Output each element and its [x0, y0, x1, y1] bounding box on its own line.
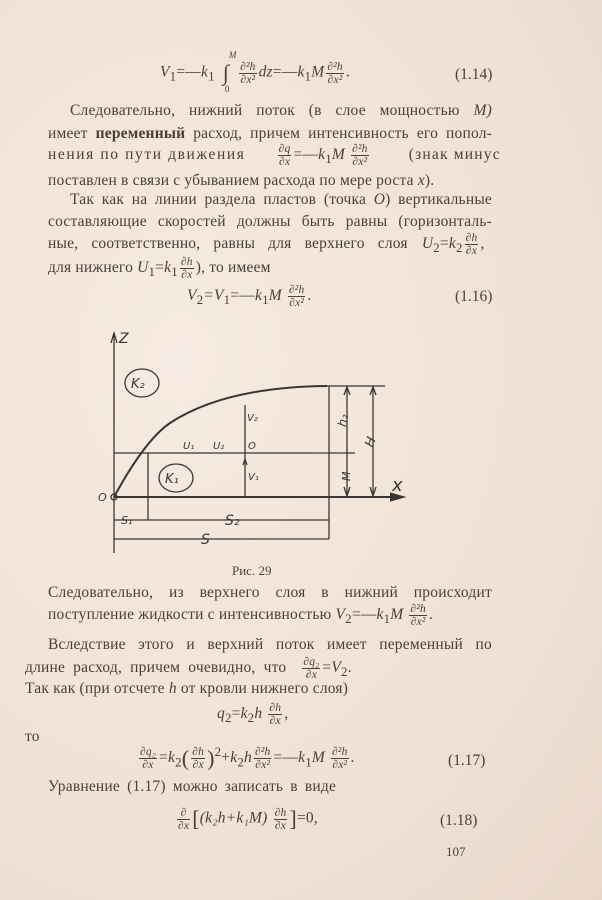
- point-o-label: O: [248, 441, 256, 452]
- eq-sub: 1: [262, 292, 269, 308]
- eq-var: k: [230, 749, 238, 767]
- eq-op: =: [231, 705, 241, 723]
- paragraph-line: [70, 102, 492, 120]
- equation-1-14: [160, 50, 350, 94]
- denominator: ∂x²: [289, 297, 305, 309]
- eq-sub: 2: [175, 754, 182, 770]
- eq-var: =V: [203, 287, 224, 305]
- eq-op: +: [221, 749, 231, 767]
- eq-op: =—: [272, 63, 298, 81]
- numerator: ∂²h: [288, 284, 305, 296]
- text: ).: [424, 172, 435, 189]
- fraction: [302, 656, 320, 681]
- eq-var: M: [268, 287, 282, 305]
- eq-op: =: [322, 659, 332, 677]
- eq-op: =—: [230, 287, 255, 305]
- z-axis-label: Z: [119, 331, 129, 347]
- fraction: [288, 284, 305, 309]
- text: поставлен в связи с убыванием расхода по мере роста: [48, 172, 414, 189]
- eq-var: k: [167, 749, 176, 767]
- paragraph-line: [48, 603, 433, 628]
- paragraph-line: [70, 191, 492, 209]
- integral-sign: ∫ M 0: [222, 50, 237, 94]
- text: нения по пути движения: [48, 146, 246, 164]
- paragraph-line: [48, 125, 492, 143]
- denominator: ∂x²: [352, 156, 368, 168]
- figure-29-diagram: [95, 325, 425, 555]
- equation-1-18: $\frac{\partial}{\partial x}$ [(k₂h+k₁M) $\frac{\partial h}{\partial x}$ ]=0,: [178, 806, 318, 832]
- denominator: ∂x: [465, 245, 478, 257]
- fraction: [351, 143, 368, 168]
- eq-op: .: [350, 749, 355, 767]
- text: ные, соответственно, равны для верхнего слоя: [48, 235, 408, 253]
- eq-sub: 1: [383, 611, 391, 627]
- M-label: M: [340, 471, 353, 481]
- v2-label: V₂: [247, 413, 258, 424]
- math-var: M): [473, 102, 492, 119]
- u2-label: U₂: [213, 441, 225, 452]
- fraction: [191, 746, 205, 771]
- eq-sub: 1: [304, 68, 312, 84]
- paragraph-line: [25, 656, 352, 681]
- eq-op: =: [159, 749, 168, 767]
- math-var: k: [318, 146, 326, 164]
- fraction: [139, 746, 157, 771]
- equation-1-16: [187, 284, 311, 309]
- eq-op: ,: [284, 705, 289, 723]
- numerator: ∂²h: [254, 746, 271, 759]
- text: ,: [480, 235, 485, 253]
- denominator: ∂x²: [410, 616, 426, 628]
- integral-upper: M: [228, 50, 237, 60]
- math-var: V: [331, 659, 342, 677]
- paragraph-line: [48, 584, 492, 602]
- eq-op: =—: [293, 146, 319, 164]
- denominator: ∂x: [181, 269, 193, 281]
- eq-op: =: [155, 259, 165, 277]
- paragraph-line: [48, 232, 498, 257]
- numerator: ∂: [177, 807, 190, 820]
- text: расход, причем интенсивность его попол-: [193, 125, 492, 142]
- text: составляющие скоростей должны быть равны (горизонталь-: [48, 213, 492, 230]
- numerator: ∂²h: [410, 603, 426, 615]
- fraction: [274, 807, 288, 832]
- numerator: ∂²h: [352, 143, 368, 155]
- eq-sub: 1: [223, 292, 231, 308]
- math-var: M: [331, 146, 346, 164]
- equation-number: (1.18): [440, 812, 478, 829]
- eq-sub: 2: [341, 664, 348, 680]
- eq-var: V: [160, 63, 170, 81]
- eq-var: h: [244, 749, 252, 767]
- eq-sub: 2: [196, 292, 204, 308]
- eq-sub: 1: [208, 68, 215, 84]
- eq-var: dz: [258, 63, 273, 81]
- text: ) вертикальные: [385, 191, 493, 208]
- paragraph-line: [48, 172, 434, 190]
- page-number: 107: [446, 844, 466, 859]
- eq-var: k: [200, 63, 209, 81]
- math-var: U: [421, 235, 434, 253]
- math-var: M: [390, 606, 404, 624]
- math-var: U: [137, 259, 149, 277]
- text: имеет: [48, 125, 88, 142]
- eq-var: k: [254, 287, 263, 305]
- eq-var: k: [240, 705, 248, 723]
- eq-op: .: [345, 63, 350, 81]
- figure-caption: Рис. 29: [232, 563, 272, 578]
- text: Вследствие этого и верхний поток имеет переменный по: [48, 636, 492, 653]
- text: Следовательно, нижний поток (в слое мощностью: [70, 102, 460, 119]
- numerator: ∂h: [269, 702, 282, 714]
- eq-expression: (k₂h+k₁M): [199, 809, 268, 827]
- fraction: [177, 807, 190, 832]
- v1-label: V₁: [248, 472, 259, 483]
- equation-1-17: $\frac{\text{∂q₂}}{\partial x}$ $=k_2$( $\frac{\partial h}{\partial x}$ )$^2+k_2h$ $\frac{\text{∂²h}}{\text{∂x²}}$ $=—k_1M$ $\frac{\text{∂²h}}{\text{∂x²}}$ .: [140, 744, 355, 772]
- fraction: [465, 232, 479, 257]
- eq-op: =—: [273, 749, 299, 767]
- numerator: ∂q₂: [140, 746, 157, 759]
- text: Так как (при отсчете: [25, 680, 165, 697]
- numerator: ∂h: [180, 256, 193, 268]
- k2-label: K₂: [131, 377, 145, 392]
- denominator: ∂x: [178, 819, 190, 832]
- numerator: ∂h: [274, 806, 287, 819]
- paragraph-line: [48, 143, 501, 168]
- eq-op: =: [439, 235, 449, 253]
- eq-sub: 2: [237, 754, 244, 770]
- x-axis-label: x: [392, 475, 403, 496]
- text: (знак минус: [408, 146, 501, 164]
- fraction: [409, 603, 426, 628]
- eq-var: M: [311, 749, 325, 767]
- numerator: ∂q₂: [303, 656, 320, 668]
- math-var: V: [335, 606, 346, 624]
- eq-op: =—: [351, 606, 377, 624]
- text: Следовательно, из верхнего слоя в нижний происходит: [48, 584, 492, 601]
- denominator: ∂x: [305, 669, 317, 681]
- fraction: [326, 61, 343, 86]
- fraction: [278, 143, 292, 168]
- numerator: ∂q: [278, 143, 291, 155]
- k1-label: K₁: [165, 472, 179, 487]
- s1-label: S₁: [121, 514, 133, 527]
- paragraph-line: Уравнение (1.17) можно записать в виде: [48, 778, 337, 795]
- denominator: ∂x²: [332, 759, 348, 772]
- paragraph-line: [48, 636, 492, 654]
- equation-q2: [217, 702, 288, 727]
- fraction: [239, 61, 256, 86]
- exponent: 2: [214, 744, 222, 759]
- text: для нижнего: [48, 259, 134, 277]
- eq-sub: 1: [325, 151, 332, 167]
- eq-var: M: [311, 63, 325, 81]
- denominator: ∂x: [269, 715, 281, 727]
- math-var: k: [164, 259, 172, 277]
- eq-sub: 2: [455, 240, 463, 256]
- paragraph-line: [25, 680, 348, 698]
- eq-sub: 2: [224, 710, 232, 726]
- text: .: [428, 606, 433, 624]
- math-var: O: [373, 191, 386, 208]
- denominator: ∂x²: [240, 73, 256, 86]
- equation-number: (1.17): [448, 752, 486, 769]
- numerator: ∂h: [465, 232, 478, 244]
- denominator: ∂x: [142, 759, 154, 772]
- denominator: ∂x²: [255, 759, 271, 772]
- eq-sub: 2: [345, 611, 352, 627]
- eq-op: =—: [176, 63, 201, 81]
- fraction: [254, 746, 271, 771]
- equation-number: (1.14): [455, 66, 493, 83]
- fraction: [180, 256, 194, 281]
- numerator: ∂²h: [327, 60, 343, 73]
- text: поступление жидкости с интенсивностью: [48, 606, 332, 624]
- numerator: ∂²h: [240, 60, 256, 73]
- fraction: [268, 702, 282, 727]
- text: ), то имеем: [195, 259, 271, 277]
- u1-label: U₁: [183, 441, 195, 452]
- s2-label: S₂: [225, 513, 240, 529]
- denominator: ∂x²: [327, 73, 343, 86]
- text: длине расход, причем очевидно, что: [25, 659, 287, 677]
- eq-sub: 1: [169, 68, 177, 84]
- text: .: [347, 659, 352, 677]
- denominator: ∂x: [274, 819, 287, 832]
- paragraph-line: то: [25, 728, 40, 745]
- eq-var: k: [298, 749, 306, 767]
- eq-sub: 1: [305, 754, 312, 770]
- H-label: H: [362, 435, 380, 450]
- flow-diagram: [95, 325, 425, 555]
- text: Так как на линии раздела пластов (точка: [70, 191, 367, 208]
- numerator: ∂h: [192, 746, 205, 759]
- origin-label: O: [98, 491, 107, 504]
- equation-number: (1.16): [455, 288, 493, 305]
- eq-sub: 2: [433, 240, 440, 256]
- eq-var: h: [254, 705, 263, 723]
- eq-var: V: [187, 287, 197, 305]
- eq-sub: 1: [148, 264, 156, 280]
- s-label: S: [201, 532, 210, 548]
- bold-term: переменный: [95, 125, 186, 142]
- denominator: ∂x: [192, 759, 204, 772]
- math-var: k: [376, 606, 384, 624]
- integral-lower: 0: [224, 84, 230, 94]
- paragraph-line: [48, 256, 271, 281]
- numerator: ∂²h: [332, 746, 348, 759]
- eq-var: k: [297, 63, 305, 81]
- eq-var: q: [217, 705, 225, 723]
- math-var: h: [168, 680, 177, 697]
- fraction: [331, 746, 348, 771]
- paragraph-line: [48, 213, 492, 231]
- math-var: k: [448, 235, 456, 253]
- denominator: ∂x: [278, 156, 291, 168]
- text: от кровли нижнего слоя): [180, 680, 349, 697]
- eq-sub: 2: [247, 710, 255, 726]
- eq-sub: 1: [171, 264, 178, 280]
- eq-op: =0,: [296, 809, 318, 827]
- h2-label: h₂: [335, 413, 352, 428]
- eq-op: .: [307, 287, 312, 305]
- math-var: x: [417, 172, 425, 189]
